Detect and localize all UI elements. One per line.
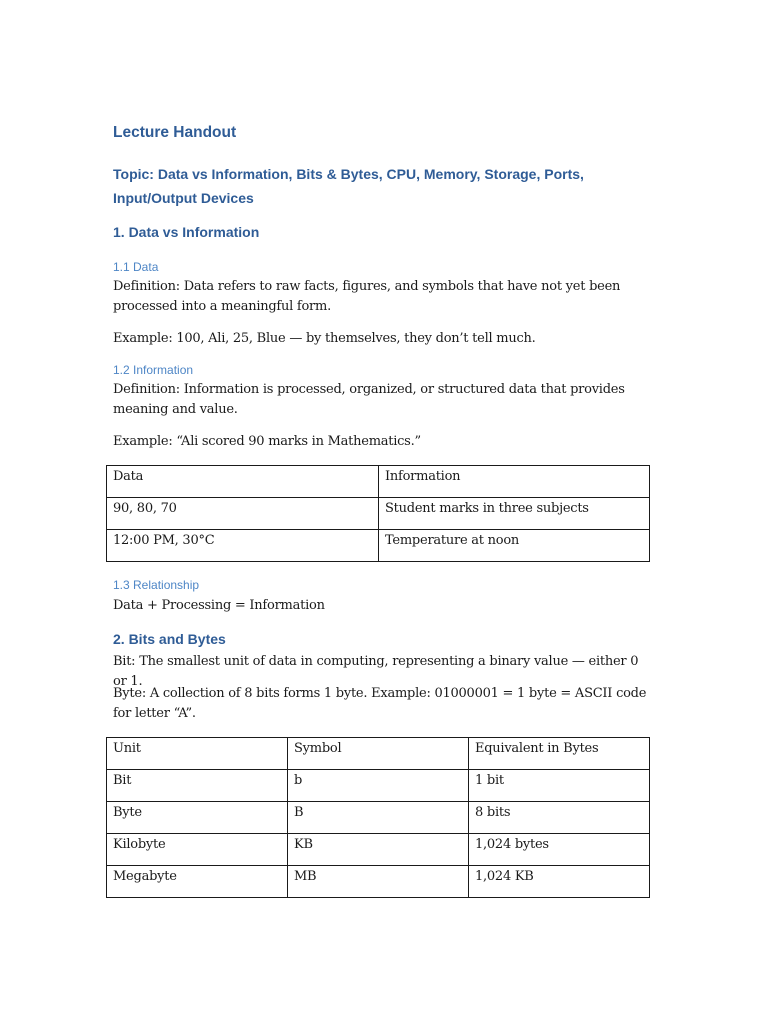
bit-definition: Bit: The smallest unit of data in computing, representing a binary value — either 0 or 1.	[113, 654, 639, 689]
table-cell: 90, 80, 70	[107, 498, 379, 530]
topic-heading: Topic: Data vs Information, Bits & Bytes, CPU, Memory, Storage, Ports, Input/Output Devices	[113, 166, 584, 206]
table-cell: Temperature at noon	[379, 530, 650, 562]
bits-bytes-table	[106, 737, 650, 898]
table-row	[107, 530, 650, 562]
table-header-cell: Symbol	[288, 738, 469, 770]
table-cell: Bit	[107, 770, 288, 802]
table-row	[107, 866, 650, 898]
information-definition: Definition: Information is processed, organized, or structured data that provides meaning and value.	[113, 382, 625, 417]
information-example: Example: “Ali scored 90 marks in Mathematics.”	[113, 434, 421, 449]
table-row	[107, 498, 650, 530]
table-cell: MB	[288, 866, 469, 898]
table-cell: Student marks in three subjects	[379, 498, 650, 530]
relationship-text: Data + Processing = Information	[113, 598, 325, 613]
table-row	[107, 834, 650, 866]
table-header-row	[107, 738, 650, 770]
table-cell: KB	[288, 834, 469, 866]
table-header-cell: Unit	[107, 738, 288, 770]
table-cell: 8 bits	[469, 802, 650, 834]
section-1-heading: 1. Data vs Information	[113, 224, 260, 240]
table-header-row	[107, 466, 650, 498]
table-cell: 1 bit	[469, 770, 650, 802]
data-vs-information-table	[106, 465, 650, 562]
table-cell: 12:00 PM, 30°C	[107, 530, 379, 562]
table-cell: Byte	[107, 802, 288, 834]
table-cell: b	[288, 770, 469, 802]
table-cell: Megabyte	[107, 866, 288, 898]
subsection-1-1-heading: 1.1 Data	[113, 260, 159, 274]
document-title: Lecture Handout	[113, 124, 237, 141]
subsection-1-2-heading: 1.2 Information	[113, 363, 194, 377]
byte-definition: Byte: A collection of 8 bits forms 1 byte. Example: 01000001 = 1 byte = ASCII code for letter “A”.	[113, 686, 647, 721]
table-row	[107, 802, 650, 834]
section-2-heading: 2. Bits and Bytes	[113, 631, 226, 647]
table-header-cell: Data	[107, 466, 379, 498]
subsection-1-3-heading: 1.3 Relationship	[113, 578, 200, 592]
data-example: Example: 100, Ali, 25, Blue — by themselves, they don’t tell much.	[113, 331, 536, 346]
table-cell: B	[288, 802, 469, 834]
data-definition: Definition: Data refers to raw facts, figures, and symbols that have not yet been processed into a meaningful form.	[113, 279, 621, 314]
table-header-cell: Information	[379, 466, 650, 498]
table-cell: 1,024 KB	[469, 866, 650, 898]
table-row	[107, 770, 650, 802]
table-cell: 1,024 bytes	[469, 834, 650, 866]
table-header-cell: Equivalent in Bytes	[469, 738, 650, 770]
table-cell: Kilobyte	[107, 834, 288, 866]
